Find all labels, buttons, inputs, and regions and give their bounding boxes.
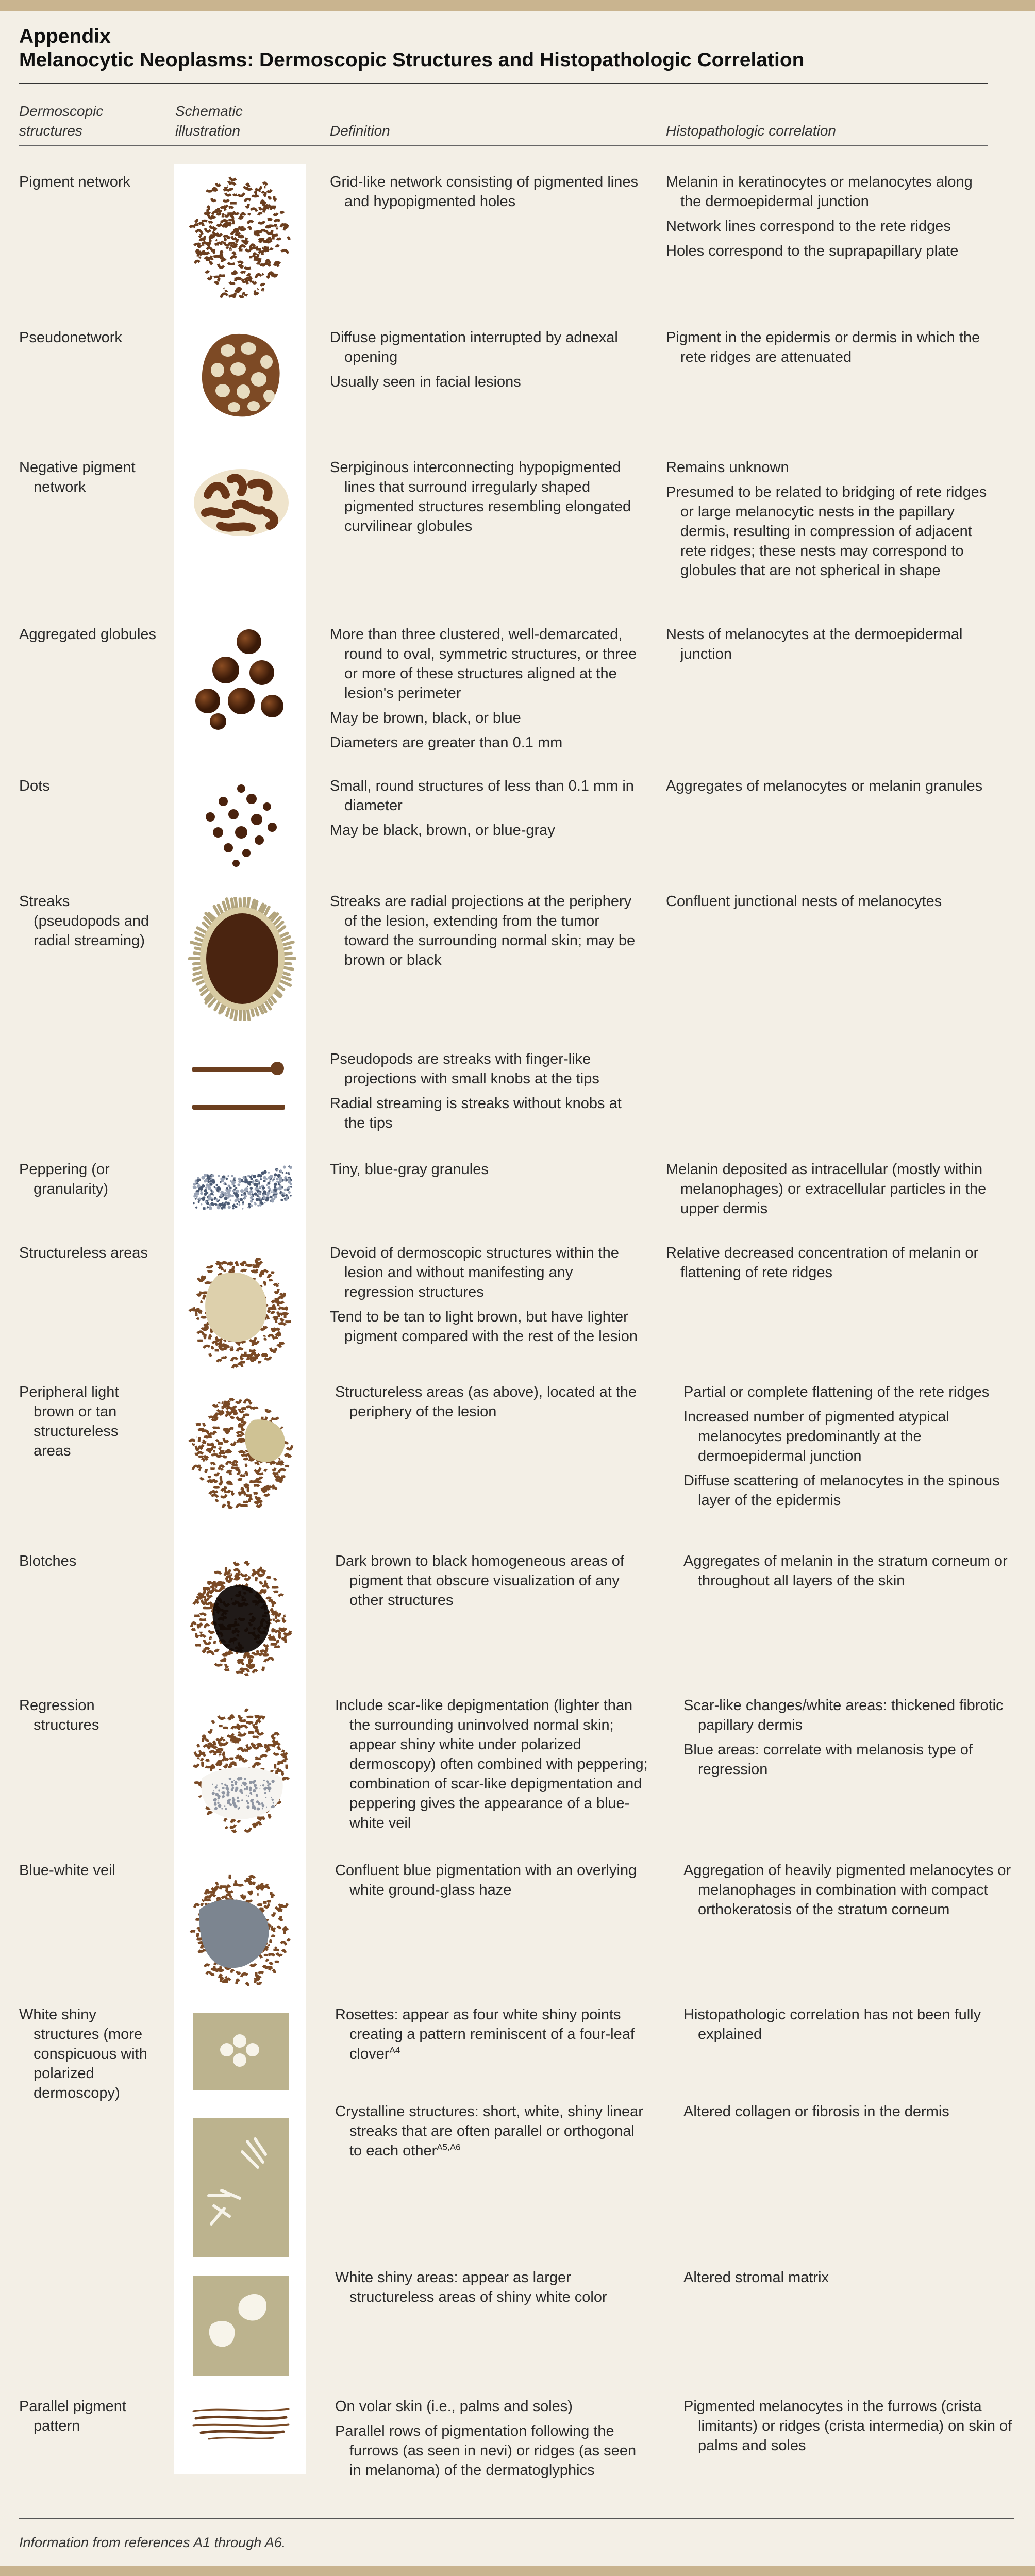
structure-name: Pigment network (19, 174, 130, 190)
pigment-network-icon (187, 170, 295, 304)
definition-cell: Structureless areas (as above), located at the periphery of the lesion (335, 1384, 637, 1420)
streaks-icon (188, 897, 296, 1021)
bottom-accent-bar (0, 2566, 1035, 2576)
definition-cell: Streaks are radial projections at the periphery of the lesion, extending from the tumor toward the surrounding normal skin; may be brown or black (330, 893, 636, 968)
definition-cell: Devoid of dermoscopic structures within the lesion and without manifesting any regression structures Tend to be tan to light brown, but have lighter pigment compared with the rest of the lesion (330, 1245, 638, 1345)
dots-icon (195, 778, 288, 871)
footer-rule (19, 2518, 1014, 2519)
pseudopod-icon (190, 1049, 293, 1111)
structure-name: Peripheral light brown or tan structureless areas (19, 1384, 119, 1459)
histopathology-cell: Histopathologic correlation has not been fully explained (683, 2006, 981, 2043)
peripheral-structureless-icon (187, 1392, 295, 1515)
histopathology-cell: Melanin deposited as intracellular (mostly within melanophages) or extracellular particles in the upper dermis (666, 1161, 987, 1217)
histopathology-cell: Confluent junctional nests of melanocytes (666, 893, 942, 910)
definition-cell: On volar skin (i.e., palms and soles) Parallel rows of pigmentation following the furrows (as seen in nevi) or ridges (as seen in melanoma) of the dermatoglyphics (335, 2398, 637, 2479)
page-title: Melanocytic Neoplasms: Dermoscopic Structures and Histopathologic Correlation (19, 49, 805, 71)
definition-cell: Crystalline structures: short, white, shiny linear streaks that are often parallel or orthogonal to each other$^{A5,A6}$ (335, 2103, 643, 2159)
page-header (19, 25, 998, 72)
histopathology-cell: Melanin in keratinocytes or melanocytes along the dermoepidermal junction Network lines correspond to the rete ridges Holes correspond to the suprapapillary plate (666, 174, 973, 259)
crystalline-icon (193, 2118, 289, 2257)
structure-name: Blue-white veil (19, 1862, 115, 1879)
footnote: Information from references A1 through A6. (19, 2535, 286, 2550)
definition-cell: Small, round structures of less than 0.1 mm in diameter May be black, brown, or blue-gray (330, 778, 634, 839)
histopathology-cell: Remains unknown Presumed to be related to bridging of rete ridges or large melanocytic nests in the papillary dermis, resulting in compression of adjacent rete ridges; these nests may correspond to globules that are not spherical in shape (666, 459, 987, 579)
structureless-icon (187, 1250, 295, 1374)
definition-cell: Rosettes: appear as four white shiny points creating a pattern reminiscent of a four-leaf clover$^{A4}$ (335, 2006, 635, 2062)
histopathology-cell: Aggregates of melanocytes or melanin granules (666, 778, 983, 794)
structure-name: Streaks (pseudopods and radial streaming) (19, 893, 149, 949)
histopathology-cell: Relative decreased concentration of melanin or flattening of rete ridges (666, 1245, 979, 1281)
structure-name: Pseudonetwork (19, 329, 122, 346)
definition-cell: Dark brown to black homogeneous areas of pigment that obscure visualization of any other structures (335, 1553, 624, 1609)
structure-name: Structureless areas (19, 1245, 148, 1261)
header-rule (19, 145, 988, 146)
histopathology-cell: Partial or complete flattening of the rete ridges Increased number of pigmented atypical melanocytes predominantly at the dermoepidermal junction Diffuse scattering of melanocytes in the spinous layer of the epidermis (683, 1384, 1000, 1509)
structure-name: Parallel pigment pattern (19, 2398, 126, 2434)
definition-cell: Grid-like network consisting of pigmented lines and hypopigmented holes (330, 174, 638, 210)
definition-cell: Diffuse pigmentation interrupted by adnexal opening Usually seen in facial lesions (330, 329, 618, 390)
globules-icon (190, 624, 293, 732)
structure-name: Peppering (or granularity) (19, 1161, 110, 1197)
structure-name: Blotches (19, 1553, 77, 1569)
col-header-definition: Definition (330, 123, 390, 139)
col-header-histo: Histopathologic correlation (666, 123, 836, 139)
definition-cell: White shiny areas: appear as larger structureless areas of shiny white color (335, 2269, 607, 2305)
negative-network-icon (190, 464, 293, 541)
definition-cell: Tiny, blue-gray granules (330, 1161, 489, 1178)
histopathology-cell: Aggregates of melanin in the stratum corneum or throughout all layers of the skin (683, 1553, 1008, 1589)
histopathology-cell: Scar-like changes/white areas: thickened fibrotic papillary dermis Blue areas: correlate with melanosis type of regression (683, 1697, 1004, 1778)
definition-cell: Include scar-like depigmentation (lighter than the surrounding uninvolved normal skin; appear shiny white under polarized dermoscopy) often combined with peppering; combination of scar-like depigmentation and peppering gives the appearance of a blue-white veil (335, 1697, 648, 1831)
regression-icon (187, 1706, 295, 1840)
peppering-icon (188, 1165, 296, 1216)
structure-name: Aggregated globules (19, 626, 157, 643)
col-header-structures: Dermoscopic structures (19, 103, 104, 139)
reference-superscript: A4 (389, 2045, 400, 2055)
histopathology-cell: Pigmented melanocytes in the furrows (crista limitants) or ridges (crista intermedia) on skin of palms and soles (683, 2398, 1012, 2454)
structure-name: White shiny structures (more conspicuous with polarized dermoscopy) (19, 2006, 147, 2101)
pseudonetwork-icon (197, 330, 285, 423)
structure-name: Regression structures (19, 1697, 99, 1733)
rosettes-icon (193, 2013, 289, 2090)
definition-cell: Pseudopods are streaks with finger-like projections with small knobs at the tips Radial streaming is streaks without knobs at the tips (330, 1051, 622, 1131)
histopathology-cell: Nests of melanocytes at the dermoepidermal junction (666, 626, 963, 662)
white-shiny-areas-icon (193, 2276, 289, 2376)
blue-white-veil-icon (187, 1868, 295, 1992)
histopathology-cell: Altered stromal matrix (683, 2269, 829, 2286)
reference-superscript: A5,A6 (437, 2142, 461, 2152)
col-header-illustration: Schematic illustration (175, 103, 243, 139)
parallel-pattern-icon (188, 2402, 294, 2443)
structure-name: Negative pigment network (19, 459, 136, 495)
blotch-icon (187, 1557, 295, 1680)
title-rule (19, 83, 988, 84)
histopathology-cell: Altered collagen or fibrosis in the dermis (683, 2103, 949, 2120)
appendix-label: Appendix (19, 25, 111, 47)
definition-cell: Confluent blue pigmentation with an overlying white ground-glass haze (335, 1862, 637, 1898)
histopathology-cell: Pigment in the epidermis or dermis in which the rete ridges are attenuated (666, 329, 980, 365)
definition-cell: More than three clustered, well-demarcated, round to oval, symmetric structures, or three or more of these structures aligned at the lesion's perimeter May be brown, black, or blue Diameters are greater than 0.1 mm (330, 626, 637, 751)
histopathology-cell: Aggregation of heavily pigmented melanocytes or melanophages in combination with compact orthokeratosis of the stratum corneum (683, 1862, 1011, 1918)
top-accent-bar (0, 0, 1035, 11)
structure-name: Dots (19, 778, 50, 794)
definition-cell: Serpiginous interconnecting hypopigmented lines that surround irregularly shaped pigmented structures resembling elongated curvilinear globules (330, 459, 631, 534)
